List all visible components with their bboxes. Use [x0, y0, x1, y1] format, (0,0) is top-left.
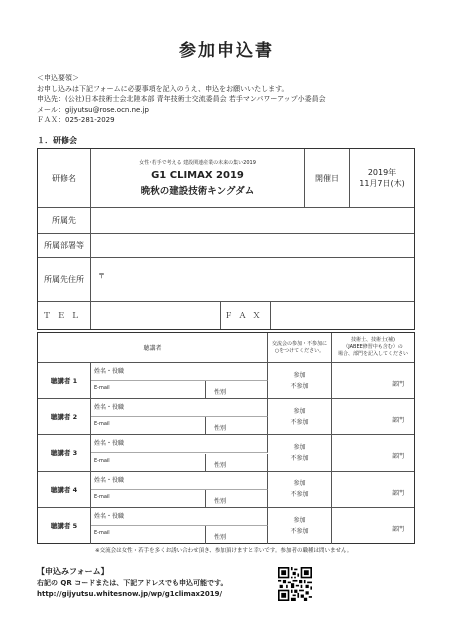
- attendee-label: 聴講者 4: [38, 472, 91, 508]
- absent-option[interactable]: 不参加: [290, 418, 309, 426]
- fax-label: ＦＡＸ: [221, 302, 271, 329]
- attend-option[interactable]: 参加: [293, 480, 306, 488]
- tel-input[interactable]: [91, 302, 221, 329]
- attendee-dept-input[interactable]: [332, 363, 414, 399]
- attendee-name-input[interactable]: [91, 363, 268, 381]
- attendee-name-input[interactable]: [91, 435, 268, 453]
- name-label: 姓名・役職: [94, 476, 125, 484]
- attendee-label: 聴講者 3: [38, 435, 91, 471]
- dept-input[interactable]: [91, 234, 414, 258]
- form-description: 右記の QR コードまたは、下記アドレスでも申込可能です。: [37, 579, 228, 587]
- attendee-gender-input[interactable]: [206, 526, 268, 544]
- guidelines-email[interactable]: メール：gijyutsu@rose.ocn.ne.jp: [37, 105, 149, 114]
- attendee-email-input[interactable]: [91, 417, 206, 435]
- email-label: E-mail: [94, 385, 110, 392]
- attendee-email-input[interactable]: [91, 381, 206, 399]
- course-name-en: G1 CLIMAX 2019: [151, 169, 244, 181]
- attend-choice[interactable]: [268, 399, 332, 435]
- gender-label: 性別: [214, 425, 227, 433]
- attendee-gender-input[interactable]: [206, 454, 268, 472]
- course-label: 研修名: [38, 149, 91, 208]
- guidelines-line: お申し込みは下記フォームに必要事項を記入のうえ、申込をお願いいたします。: [37, 84, 289, 93]
- course-name-cell: [91, 149, 305, 208]
- attend-choice[interactable]: [268, 508, 332, 544]
- dept-label: 所属部署等: [38, 234, 91, 258]
- attendee-dept-input[interactable]: [332, 435, 414, 471]
- qr-code-icon[interactable]: [278, 567, 312, 601]
- absent-option[interactable]: 不参加: [290, 454, 309, 462]
- dept-label: 部門: [391, 525, 404, 533]
- attend-note-2: ○をつけてください。: [274, 347, 325, 354]
- attend-option[interactable]: 参加: [293, 443, 306, 451]
- attendee-email-input[interactable]: [91, 526, 206, 544]
- name-label: 姓名・役職: [94, 368, 125, 375]
- section-title: １．研修会: [37, 136, 77, 145]
- attendee-gender-input[interactable]: [206, 417, 268, 435]
- course-table: [37, 148, 415, 330]
- attendee-header-attend: [268, 333, 332, 363]
- fax-input[interactable]: [271, 302, 414, 329]
- address-input[interactable]: [91, 258, 414, 302]
- gender-label: 性別: [214, 461, 227, 469]
- dept-label: 部門: [391, 453, 404, 461]
- email-label: E-mail: [94, 529, 110, 536]
- attendee-name-input[interactable]: [91, 472, 268, 490]
- attendee-label: 聴講者 2: [38, 399, 91, 435]
- dept-label: 部門: [391, 489, 404, 497]
- attend-choice[interactable]: [268, 363, 332, 399]
- attendee-dept-input[interactable]: [332, 508, 414, 544]
- attendee-dept-input[interactable]: [332, 399, 414, 435]
- tel-label: ＴＥＬ: [38, 302, 91, 329]
- page-title: 参加申込書: [179, 41, 274, 61]
- guidelines-heading: ＜申込要領＞: [37, 74, 79, 82]
- guidelines-fax: ＦＡＸ：025-281-2029: [37, 116, 115, 124]
- email-label: E-mail: [94, 457, 110, 464]
- attendee-name-input[interactable]: [91, 399, 268, 417]
- gender-label: 性別: [214, 389, 227, 397]
- org-input[interactable]: [91, 208, 414, 234]
- form-heading: 【申込みフォーム】: [37, 567, 109, 576]
- date-day: 11月7日(木): [359, 179, 405, 188]
- form-url-link[interactable]: http://gijyutsu.whitesnow.jp/wp/g1climax2019/: [37, 590, 223, 598]
- attendee-email-input[interactable]: [91, 454, 206, 472]
- footnote: ※交流会は女性・若手を多くお誘い合わせ頂き、参加頂けますと幸いです。参加者の職種は問いません。: [95, 548, 353, 554]
- date-year: 2019年: [367, 168, 397, 177]
- attendee-label: 聴講者 1: [38, 363, 91, 399]
- name-label: 姓名・役職: [94, 440, 125, 448]
- name-label: 姓名・役職: [94, 404, 125, 412]
- attend-choice[interactable]: [268, 472, 332, 508]
- gender-label: 性別: [214, 533, 227, 541]
- attendee-gender-input[interactable]: [206, 490, 268, 508]
- dept-note-1: 技術士、技術士(補): [351, 337, 395, 343]
- gender-label: 性別: [214, 497, 227, 505]
- name-label: 姓名・役職: [94, 512, 125, 520]
- attend-option[interactable]: 参加: [293, 516, 306, 524]
- dept-label: 部門: [391, 381, 404, 388]
- date-label: 開催日: [305, 149, 350, 208]
- application-guidelines: [37, 73, 326, 126]
- attend-note-1: 交流会の参加・不参加に: [271, 340, 327, 347]
- course-name-jp: 晩秋の建設技術キングダム: [140, 185, 255, 197]
- attendee-header-dept: [332, 333, 414, 363]
- attend-choice[interactable]: [268, 435, 332, 471]
- attendee-table: [37, 332, 415, 544]
- dept-note-3: 場合、部門を記入してください: [337, 351, 408, 357]
- email-label: E-mail: [94, 421, 110, 428]
- postal-mark: 〒: [98, 272, 105, 280]
- attendee-dept-input[interactable]: [332, 472, 414, 508]
- dept-label: 部門: [391, 417, 404, 425]
- attendee-name-input[interactable]: [91, 508, 268, 526]
- dept-note-2: （JABEE修習中も含む）の: [343, 344, 403, 350]
- attend-option[interactable]: 参加: [293, 407, 306, 415]
- attendee-gender-input[interactable]: [206, 381, 268, 399]
- absent-option[interactable]: 不参加: [290, 382, 309, 390]
- org-label: 所属先: [38, 208, 91, 234]
- attendee-label: 聴講者 5: [38, 508, 91, 544]
- absent-option[interactable]: 不参加: [290, 491, 309, 499]
- address-label: 所属先住所: [38, 258, 91, 302]
- email-label: E-mail: [94, 493, 110, 500]
- absent-option[interactable]: 不参加: [290, 527, 309, 535]
- attendee-email-input[interactable]: [91, 490, 206, 508]
- attendee-header-name: 聴講者: [38, 333, 268, 363]
- guidelines-line: 申込先：(公社)日本技術士会北陸本部 青年技術士交流委員会 若手マンパワーアップ小委員会: [37, 95, 326, 103]
- course-subtitle: 女性･若手で考える 建設関連産業の未来の集い2019: [139, 159, 256, 166]
- date-value: [350, 149, 414, 208]
- attend-option[interactable]: 参加: [293, 371, 306, 379]
